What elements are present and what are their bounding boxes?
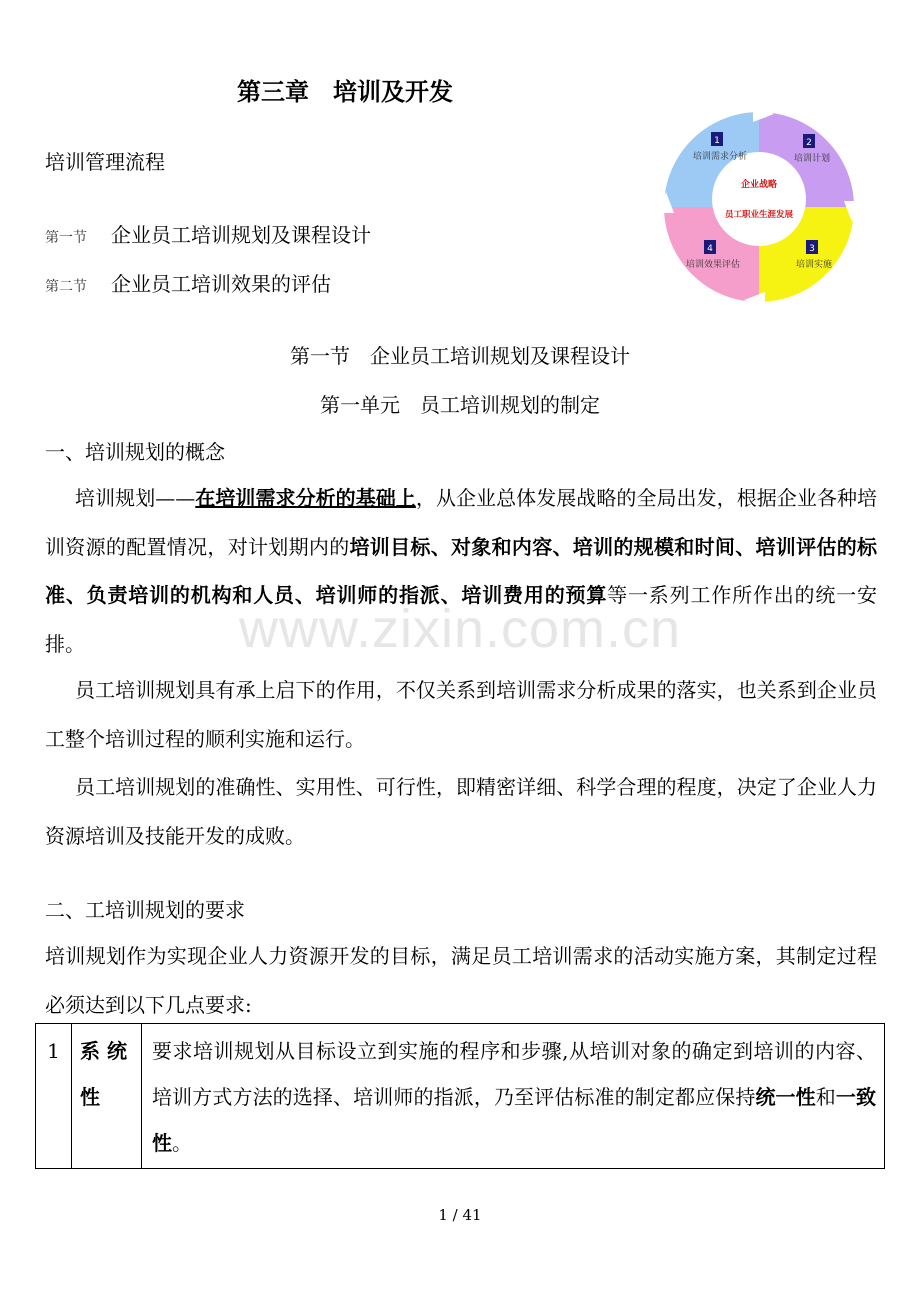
toc-label: 第二节 [45, 279, 87, 295]
paragraph-accuracy [45, 763, 877, 860]
toc-label: 第一节 [45, 230, 87, 246]
table-cell-description [142, 1024, 884, 1168]
requirements-table [35, 1023, 885, 1169]
definition-text-1: ，从企业总体发展战略的全局出发，根据企业各种培训资源的配置情况，对计划期内的 [45, 486, 878, 559]
cycle-step-num-4: 4 [707, 244, 713, 254]
training-cycle-diagram [658, 106, 860, 308]
table-desc-bold-2: 一致性 [152, 1085, 877, 1155]
section-title: 第一节 企业员工培训规划及课程设计 [290, 344, 630, 368]
table-desc-text: 要求培训规划从目标设立到实施的程序和步骤,从培训对象的确定到培训的内容、培训方式方法的选择、培训师的指派，乃至评估标准的制定都应保持 [152, 1039, 876, 1109]
unit-title: 第一单元 员工培训规划的制定 [320, 393, 600, 417]
cycle-center-bottom: 员工职业生涯发展 [724, 210, 794, 220]
table-cell-number: 1 [36, 1024, 72, 1168]
requirements-text: 培训规划作为实现企业人力资源开发的目标，满足员工培训需求的活动实施方案，其制定过程必须达到以下几点要求: [45, 944, 877, 1017]
cycle-step-label-2: 培训计划 [793, 154, 831, 164]
flow-heading: 培训管理流程 [45, 150, 165, 174]
cycle-center-top: 企业战略 [740, 180, 778, 190]
table-desc-bold-1: 统一性 [755, 1085, 816, 1109]
table-cell-name: 系 统性 [72, 1024, 142, 1168]
cycle-step-num-2: 2 [806, 138, 812, 148]
cycle-center [712, 152, 806, 246]
toc-item-2 [45, 268, 331, 297]
definition-text-2: 等一系列工作所作出的统一安排。 [45, 583, 878, 656]
definition-lead: 培训规划—— [75, 486, 196, 510]
table-desc-mid: 和 [815, 1085, 836, 1109]
accuracy-text: 员工培训规划的准确性、实用性、可行性，即精密详细、科学合理的程度，决定了企业人力资源培训及技能开发的成败。 [45, 775, 877, 848]
paragraph-requirements [45, 932, 877, 1029]
page-number: 1 / 41 [438, 1206, 482, 1224]
cycle-step-label-1: 培训需求分析 [692, 152, 748, 162]
heading-concept: 一、培训规划的概念 [45, 440, 225, 464]
toc-item-1 [45, 219, 371, 248]
cycle-step-label-4: 培训效果评估 [685, 260, 741, 270]
definition-bold: 培训目标、对象和内容、培训的规模和时间、培训评估的标准、负责培训的机构和人员、培训师的指派、培训费用的预算 [45, 534, 877, 607]
cycle-step-num-1: 1 [714, 136, 720, 146]
toc-title: 企业员工培训效果的评估 [111, 272, 331, 296]
cycle-step-label-3: 培训实施 [795, 260, 833, 270]
role-text: 员工培训规划具有承上启下的作用，不仅关系到培训需求分析成果的落实，也关系到企业员工整个培训过程的顺利实施和运行。 [45, 678, 877, 751]
cycle-step-num-3: 3 [809, 244, 815, 254]
definition-underline: 在培训需求分析的基础上 [195, 486, 416, 510]
toc-title: 企业员工培训规划及课程设计 [111, 223, 371, 247]
table-desc-end: 。 [172, 1131, 192, 1155]
watermark: www.zixin.com.cn [238, 599, 682, 659]
paragraph-role [45, 666, 877, 763]
chapter-title: 第三章 培训及开发 [237, 77, 453, 106]
heading-requirements: 二、工培训规划的要求 [45, 898, 245, 922]
